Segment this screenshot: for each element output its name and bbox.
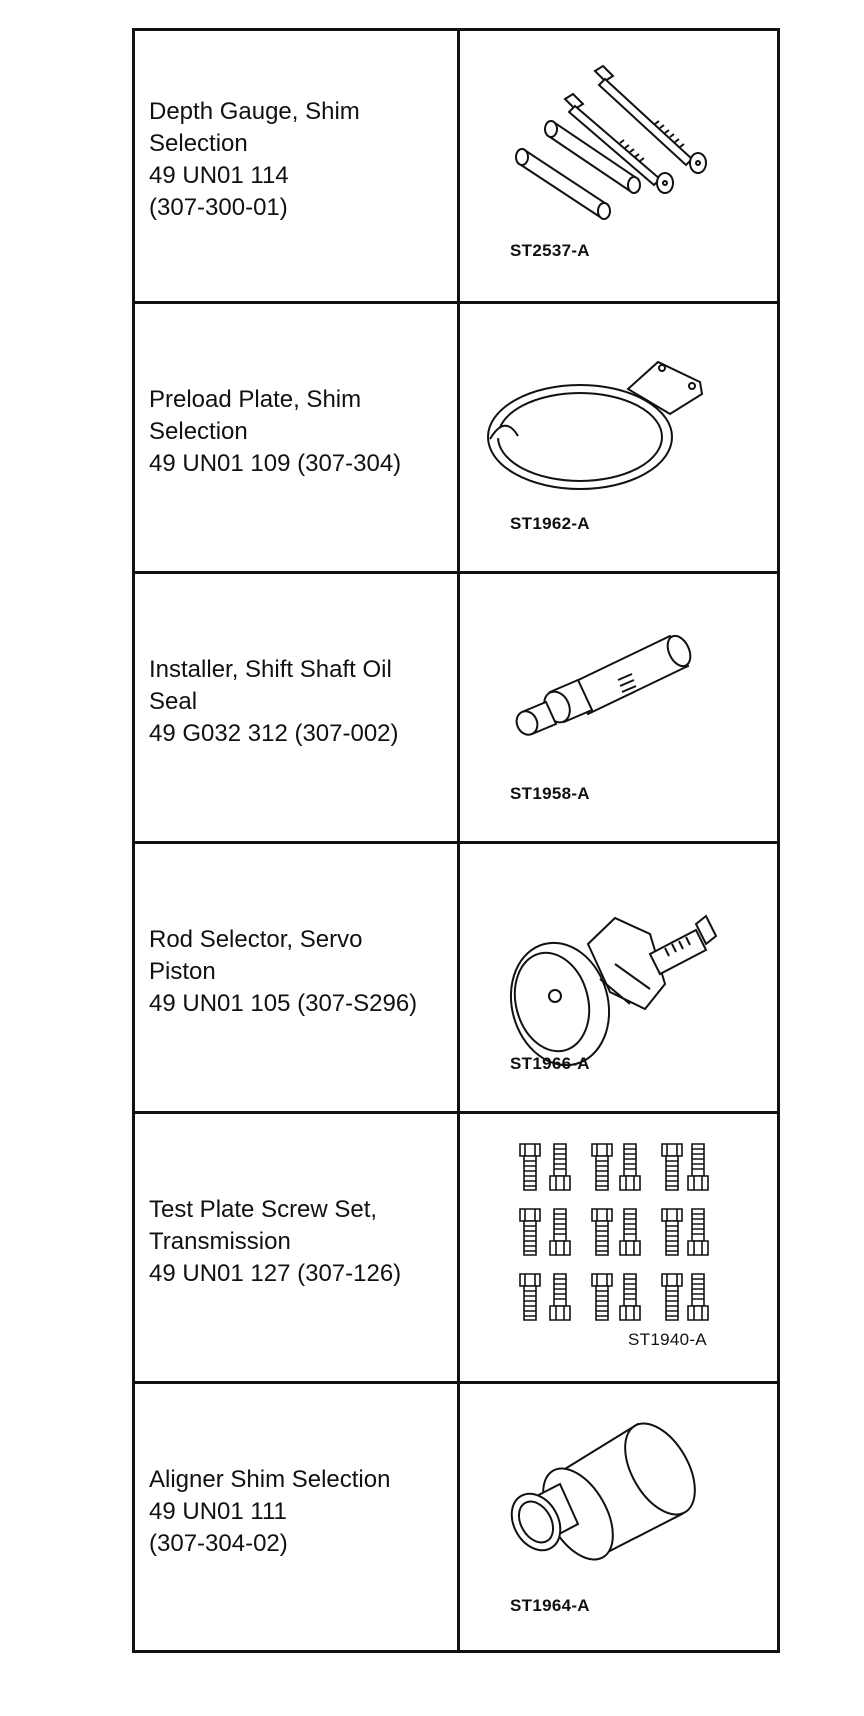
tool-number: 49 UN01 127 (307-126) — [149, 1260, 402, 1287]
screw-set-illustration — [460, 1114, 777, 1384]
installer-illustration — [460, 574, 777, 844]
tool-row-aligner — [135, 1381, 777, 1650]
tool-ford-number: (307-304-02) — [149, 1530, 288, 1557]
tool-row-rod-selector — [135, 841, 777, 1111]
tool-number: 49 UN01 109 (307-304) — [149, 450, 402, 477]
tool-description — [149, 924, 449, 1020]
tool-row-preload-plate — [135, 301, 777, 571]
tool-name-line-2: Selection — [149, 418, 248, 445]
tool-name-line-2: Piston — [149, 958, 216, 985]
special-tools-table — [132, 28, 780, 1653]
tool-name-line-1: Test Plate Screw Set, — [149, 1196, 378, 1223]
tool-number: 49 UN01 111 — [149, 1498, 287, 1525]
rod-selector-illustration — [460, 844, 777, 1114]
tool-illustration-cell — [460, 31, 777, 301]
tool-illustration-cell — [460, 844, 777, 1111]
tool-description — [149, 1194, 449, 1290]
depth-gauge-illustration — [460, 31, 777, 301]
tool-name-line-1: Preload Plate, Shim — [149, 386, 362, 413]
tool-number: 49 UN01 105 (307-S296) — [149, 990, 418, 1017]
tool-row-depth-gauge — [135, 31, 777, 301]
tool-illustration-cell — [460, 574, 777, 841]
preload-plate-illustration — [460, 304, 777, 574]
tool-row-screw-set — [135, 1111, 777, 1381]
tool-number: 49 UN01 114 — [149, 162, 289, 189]
figure-code: ST2537-A — [510, 241, 590, 260]
tool-name-line-1: Depth Gauge, Shim — [149, 98, 360, 125]
tool-name-line-1: Rod Selector, Servo — [149, 926, 363, 953]
tool-description — [149, 654, 449, 750]
tool-name-line-2: Selection — [149, 130, 248, 157]
tool-description — [149, 384, 449, 480]
tool-illustration-cell — [460, 1384, 777, 1650]
tool-name-line-1: Installer, Shift Shaft Oil — [149, 656, 392, 683]
tool-ford-number: (307-300-01) — [149, 194, 288, 221]
long-bolt-1 — [595, 66, 706, 173]
tool-row-installer — [135, 571, 777, 841]
figure-code: ST1962-A — [510, 514, 590, 533]
figure-code: ST1964-A — [510, 1596, 590, 1615]
tool-name-line-1: Aligner Shim Selection — [149, 1466, 391, 1493]
tool-number: 49 G032 312 (307-002) — [149, 720, 399, 747]
tool-illustration-cell — [460, 304, 777, 571]
tool-description — [149, 1464, 449, 1560]
aligner-illustration — [460, 1384, 777, 1654]
tool-description — [149, 96, 449, 224]
figure-code: ST1940-A — [628, 1330, 707, 1349]
tool-name-line-2: Seal — [149, 688, 198, 715]
figure-code: ST1958-A — [510, 784, 590, 803]
tool-name-line-2: Transmission — [149, 1228, 291, 1255]
figure-code: ST1966-A — [510, 1054, 590, 1073]
tool-illustration-cell — [460, 1114, 777, 1381]
